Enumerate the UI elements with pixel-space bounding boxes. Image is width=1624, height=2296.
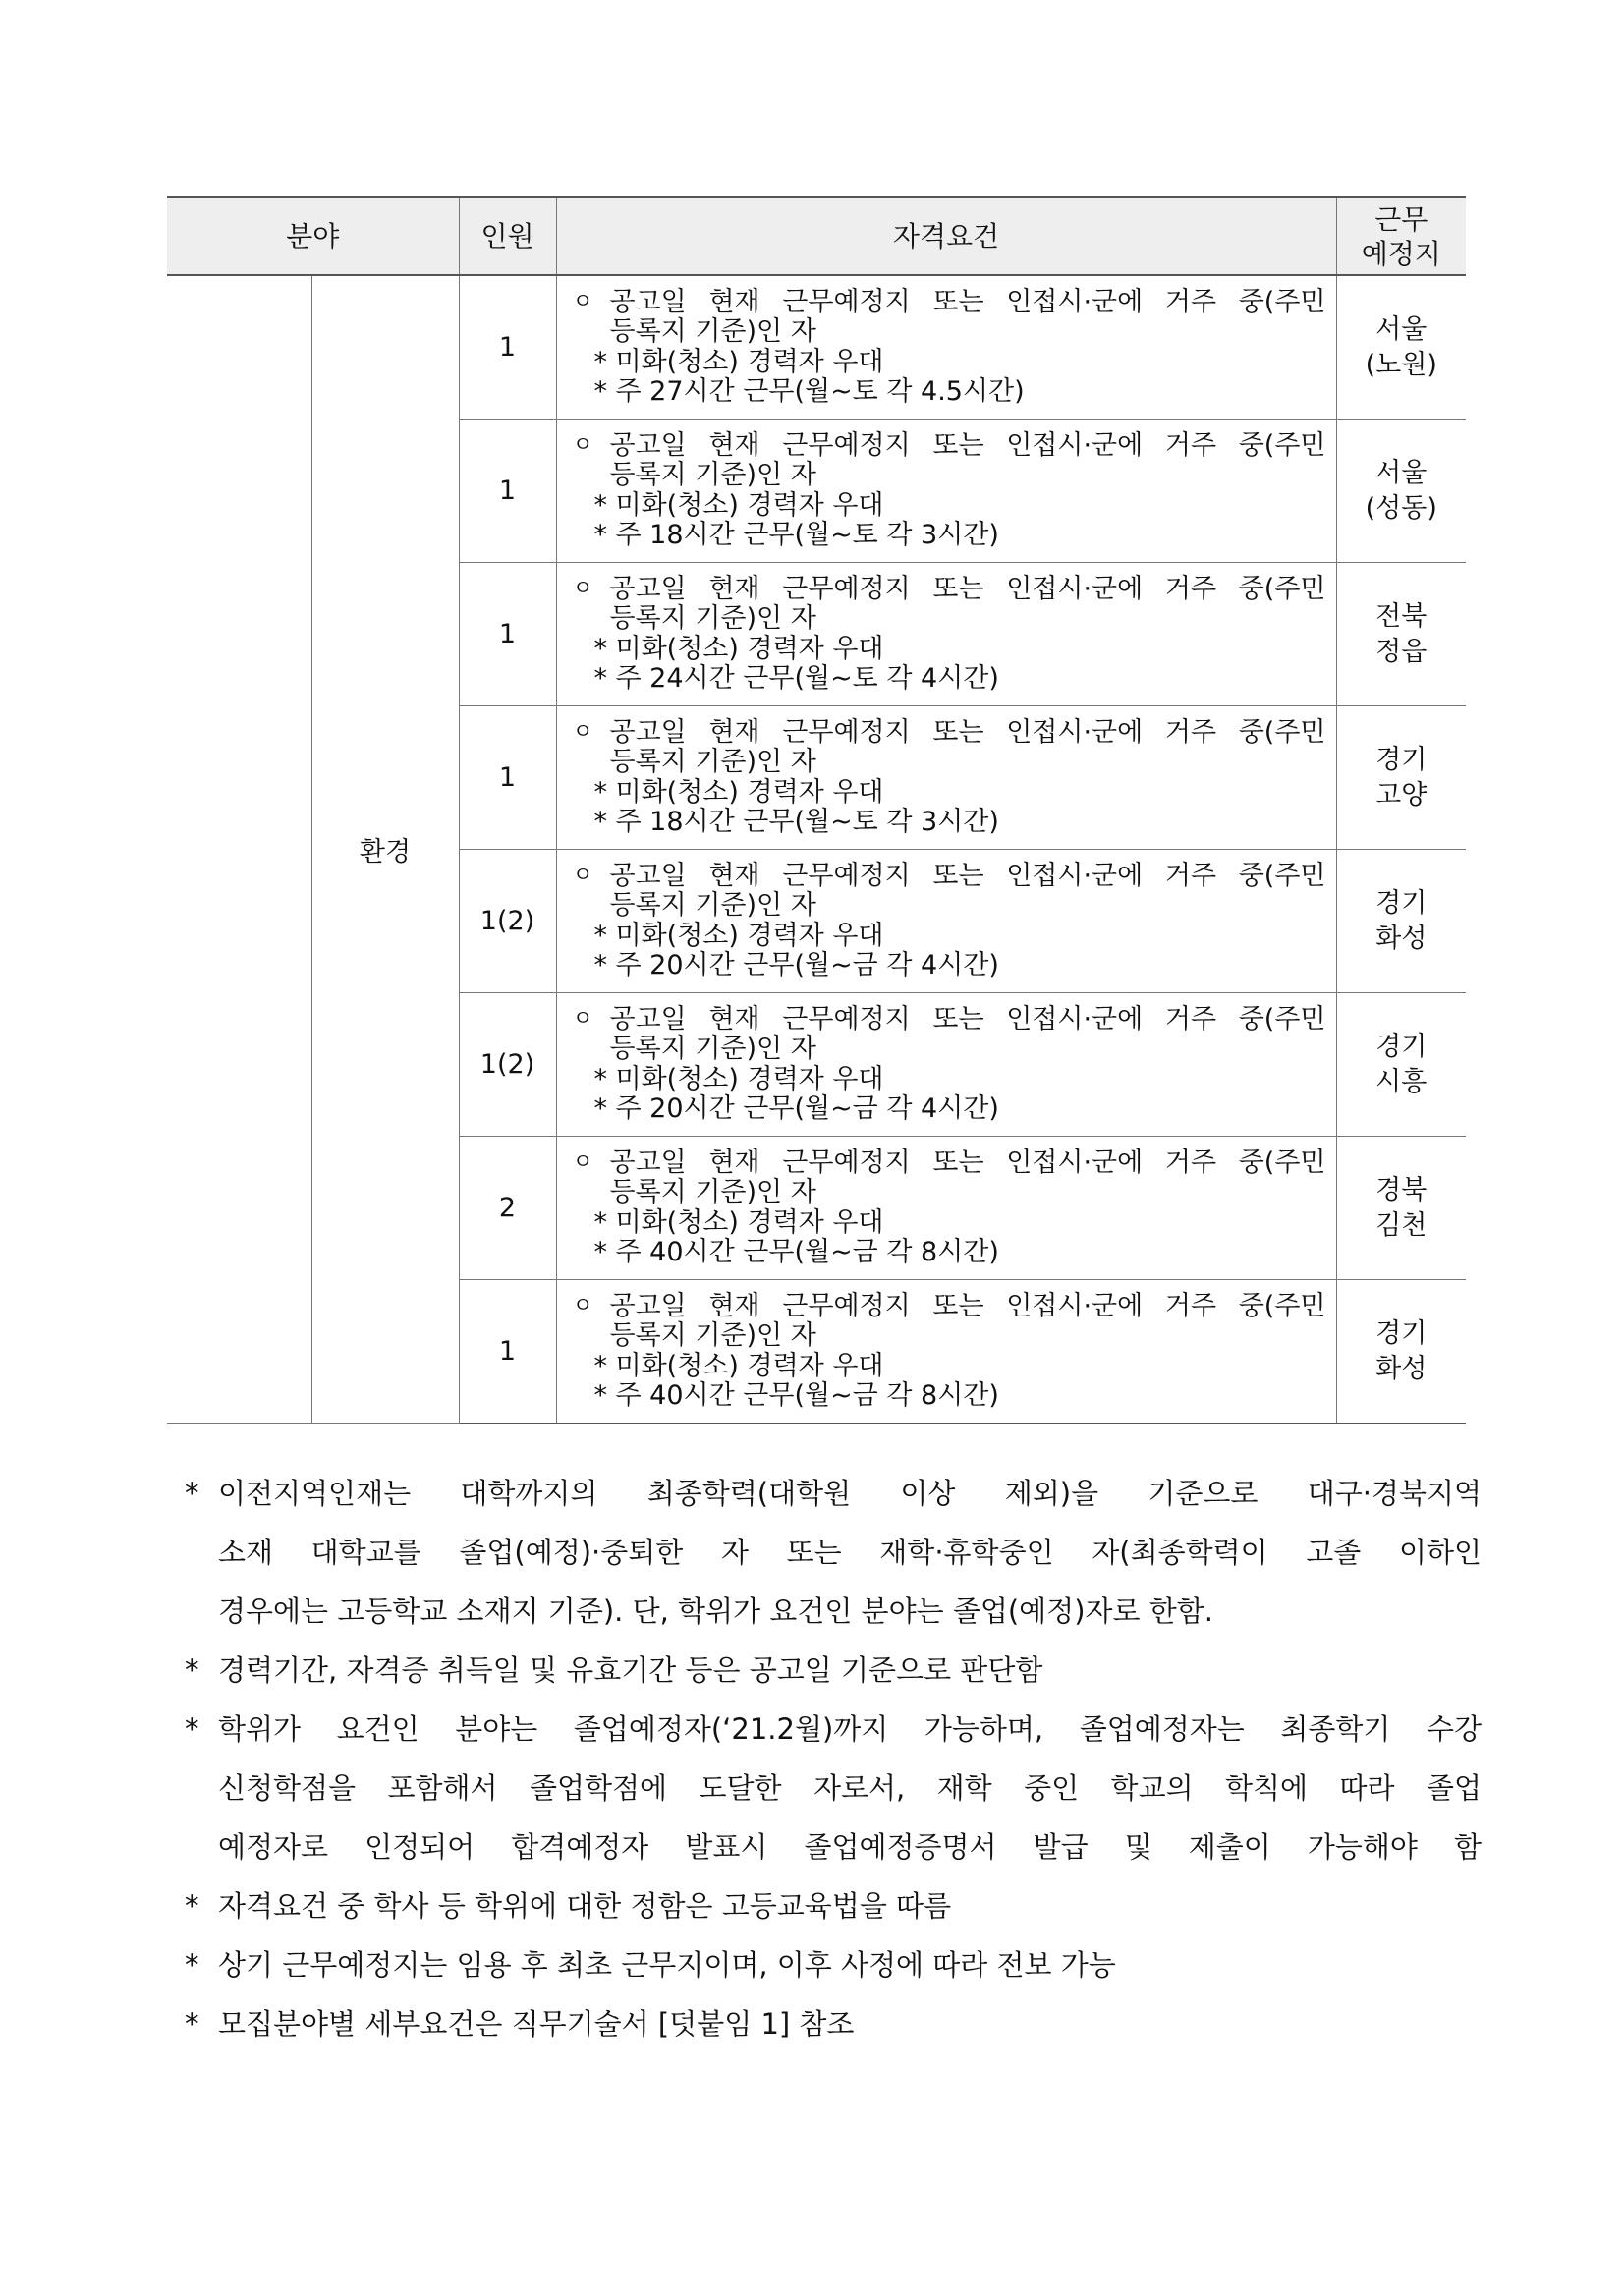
- header-count: 인원: [459, 197, 556, 275]
- requirement-cell: ㅇ 공고일 현재 근무예정지 또는 인접시·군에 거주 중(주민 등록지 기준)인 자 * 미화(청소) 경력자 우대 * 주 18시간 근무(월~토 각 3시간): [556, 706, 1336, 850]
- location-cell: 경북 김천: [1336, 1137, 1466, 1280]
- asterisk-icon: *: [593, 376, 608, 407]
- asterisk-icon: *: [593, 489, 608, 521]
- footnote: * 자격요건 중 학사 등 학위에 대한 정함은 고등교육법을 따름: [185, 1876, 1482, 1935]
- footnotes: [185, 1464, 1482, 2053]
- footnote: * 경력기간, 자격증 취득일 및 유효기간 등은 공고일 기준으로 판단함: [185, 1641, 1482, 1700]
- bullet-icon: ㅇ: [572, 432, 593, 458]
- footnote: * 이전지역인재는 대학까지의 최종학력(대학원 이상 제외)을 기준으로 대구·경북지역 소재 대학교를 졸업(예정)·중퇴한 자 또는 재학·휴학중인 자(최종학력이 고졸 이하인 경우에는 고등학교 소재지 기준). 단, 학위가 요건인 분야는 졸업(예정)자로 한함.: [185, 1464, 1482, 1641]
- bullet-icon: ㅇ: [572, 289, 593, 314]
- blank-category-cell: [167, 275, 311, 1424]
- bullet-icon: ㅇ: [572, 719, 593, 745]
- asterisk-icon: *: [593, 1093, 608, 1124]
- bullet-icon: ㅇ: [572, 1006, 593, 1032]
- location-cell: 전북 정읍: [1336, 563, 1466, 706]
- asterisk-icon: *: [185, 1653, 199, 1687]
- asterisk-icon: *: [593, 1206, 608, 1238]
- requirement-cell: ㅇ 공고일 현재 근무예정지 또는 인접시·군에 거주 중(주민 등록지 기준)인 자 * 미화(청소) 경력자 우대 * 주 27시간 근무(월~토 각 4.5시간): [556, 275, 1336, 420]
- asterisk-icon: *: [593, 663, 608, 694]
- location-cell: 서울 (성동): [1336, 420, 1466, 563]
- header-requirements: 자격요건: [556, 197, 1336, 275]
- asterisk-icon: *: [593, 633, 608, 664]
- asterisk-icon: *: [185, 1889, 199, 1923]
- bullet-icon: ㅇ: [572, 1149, 593, 1175]
- location-cell: 경기 화성: [1336, 850, 1466, 993]
- bullet-icon: ㅇ: [572, 863, 593, 888]
- location-cell: 경기 고양: [1336, 706, 1466, 850]
- requirement-cell: ㅇ 공고일 현재 근무예정지 또는 인접시·군에 거주 중(주민 등록지 기준)인 자 * 미화(청소) 경력자 우대 * 주 18시간 근무(월~토 각 3시간): [556, 420, 1336, 563]
- asterisk-icon: *: [185, 2007, 199, 2041]
- requirement-cell: ㅇ 공고일 현재 근무예정지 또는 인접시·군에 거주 중(주민 등록지 기준)인 자 * 미화(청소) 경력자 우대 * 주 20시간 근무(월~금 각 4시간): [556, 850, 1336, 993]
- footnote: * 학위가 요건인 분야는 졸업예정자(‘21.2월)까지 가능하며, 졸업예정자는 최종학기 수강 신청학점을 포함해서 졸업학점에 도달한 자로서, 재학 중인 학교의 학칙에 따라 졸업 예정자로 인정되어 합격예정자 발표시 졸업예정증명서 발급 및 제출이 가능해야 함: [185, 1700, 1482, 1876]
- asterisk-icon: *: [593, 807, 608, 837]
- location-cell: 경기 화성: [1336, 1280, 1466, 1424]
- header-location: 근무 예정지: [1336, 197, 1466, 275]
- count-cell: 1: [459, 706, 556, 850]
- asterisk-icon: *: [593, 1237, 608, 1267]
- asterisk-icon: *: [593, 776, 608, 808]
- asterisk-icon: *: [593, 1063, 608, 1094]
- location-cell: 서울 (노원): [1336, 275, 1466, 420]
- requirement-cell: ㅇ 공고일 현재 근무예정지 또는 인접시·군에 거주 중(주민 등록지 기준)인 자 * 미화(청소) 경력자 우대 * 주 40시간 근무(월~금 각 8시간): [556, 1137, 1336, 1280]
- location-cell: 경기 시흥: [1336, 993, 1466, 1137]
- table-header-row: [167, 197, 1466, 275]
- count-cell: 1: [459, 420, 556, 563]
- count-cell: 1: [459, 275, 556, 420]
- requirements-table: [167, 196, 1466, 1424]
- count-cell: 2: [459, 1137, 556, 1280]
- requirement-cell: ㅇ 공고일 현재 근무예정지 또는 인접시·군에 거주 중(주민 등록지 기준)인 자 * 미화(청소) 경력자 우대 * 주 20시간 근무(월~금 각 4시간): [556, 993, 1336, 1137]
- asterisk-icon: *: [593, 520, 608, 550]
- count-cell: 1(2): [459, 850, 556, 993]
- asterisk-icon: *: [593, 950, 608, 980]
- count-cell: 1: [459, 563, 556, 706]
- footnote: * 모집분야별 세부요건은 직무기술서 [덧붙임 1] 참조: [185, 1994, 1482, 2053]
- bullet-icon: ㅇ: [572, 1293, 593, 1318]
- count-cell: 1: [459, 1280, 556, 1424]
- header-field: 분야: [167, 197, 459, 275]
- asterisk-icon: *: [185, 1477, 199, 1510]
- asterisk-icon: *: [593, 920, 608, 951]
- asterisk-icon: *: [593, 1350, 608, 1381]
- table-row: [167, 275, 1466, 420]
- requirement-cell: ㅇ 공고일 현재 근무예정지 또는 인접시·군에 거주 중(주민 등록지 기준)인 자 * 미화(청소) 경력자 우대 * 주 24시간 근무(월~토 각 4시간): [556, 563, 1336, 706]
- count-cell: 1(2): [459, 993, 556, 1137]
- asterisk-icon: *: [593, 346, 608, 377]
- asterisk-icon: *: [593, 1380, 608, 1411]
- field-cell: 환경: [311, 275, 459, 1424]
- requirement-cell: ㅇ 공고일 현재 근무예정지 또는 인접시·군에 거주 중(주민 등록지 기준)인 자 * 미화(청소) 경력자 우대 * 주 40시간 근무(월~금 각 8시간): [556, 1280, 1336, 1424]
- asterisk-icon: *: [185, 1948, 199, 1982]
- asterisk-icon: *: [185, 1712, 199, 1746]
- bullet-icon: ㅇ: [572, 576, 593, 601]
- footnote: * 상기 근무예정지는 임용 후 최초 근무지이며, 이후 사정에 따라 전보 가능: [185, 1935, 1482, 1994]
